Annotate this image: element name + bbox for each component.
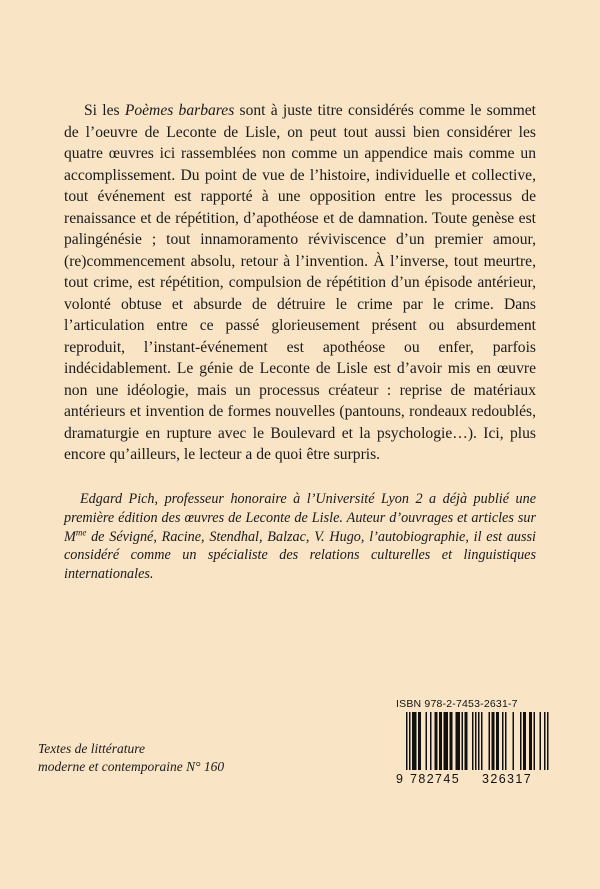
barcode-bar bbox=[415, 712, 417, 770]
summary-intro: Si les bbox=[84, 102, 125, 119]
barcode-digit-first: 9 bbox=[396, 772, 403, 786]
barcode-digits-right: 326317 bbox=[482, 772, 533, 786]
barcode-bar bbox=[430, 712, 432, 770]
barcode-bar bbox=[492, 712, 494, 770]
barcode-block bbox=[394, 698, 562, 786]
barcode-bar bbox=[456, 712, 458, 770]
barcode-bar bbox=[496, 712, 498, 770]
isbn-label: ISBN 978-2-7453-2631-7 bbox=[396, 698, 518, 710]
barcode-bar bbox=[462, 712, 464, 770]
author-bio-part1: Edgard Pich, professeur honoraire à l’Université Lyon 2 a déjà publié une première édition des œuvres de Leconte de Lisle. Auteur d’ouvrages et articles sur M bbox=[64, 491, 536, 545]
barcode-bar bbox=[540, 712, 542, 770]
barcode-bar bbox=[435, 712, 437, 770]
barcode-digits-left: 782745 bbox=[410, 772, 461, 786]
barcode-graphic bbox=[394, 712, 562, 786]
barcode-bar bbox=[478, 712, 480, 778]
series-line-1: Textes de littérature bbox=[38, 741, 145, 756]
summary-paragraph bbox=[64, 100, 536, 466]
barcode-bar bbox=[523, 712, 525, 770]
barcode-bar bbox=[529, 712, 531, 770]
barcode-bar bbox=[457, 712, 459, 770]
barcode-bar bbox=[459, 712, 461, 770]
barcode-bar bbox=[418, 712, 420, 770]
barcode-bar bbox=[489, 712, 491, 770]
series-line-2: moderne et contemporaine N° 160 bbox=[38, 759, 225, 774]
author-bio-superscript: me bbox=[75, 526, 87, 537]
author-bio-part2: de Sévigné, Racine, Stendhal, Balzac, V. Hugo, l’autobiographie, il est aussi considéré comme un spécialiste des relations culturelles et linguistiques internationales. bbox=[64, 528, 536, 583]
barcode-bar bbox=[481, 712, 483, 770]
barcode-bar bbox=[505, 712, 507, 770]
barcode-bar bbox=[466, 712, 468, 770]
series-info bbox=[38, 740, 224, 776]
barcode-bar bbox=[447, 712, 449, 770]
barcode-bar bbox=[436, 712, 438, 770]
barcode-bar bbox=[406, 712, 408, 778]
barcode-bar bbox=[531, 712, 533, 770]
barcode-bar bbox=[444, 712, 446, 770]
barcode-bar bbox=[513, 712, 515, 770]
barcode-bar bbox=[439, 712, 441, 770]
barcode-bar bbox=[498, 712, 500, 770]
barcode-bar bbox=[544, 712, 546, 778]
author-bio bbox=[64, 490, 536, 584]
book-title: Poèmes barbares bbox=[124, 102, 235, 119]
barcode-bars bbox=[406, 712, 549, 778]
barcode-bar bbox=[426, 712, 428, 770]
barcode-bar bbox=[525, 712, 527, 770]
barcode-bar bbox=[475, 712, 477, 778]
barcode-bar bbox=[409, 712, 411, 778]
barcode-bar bbox=[420, 712, 422, 770]
barcode-bar bbox=[414, 712, 416, 770]
barcode-bar bbox=[451, 712, 453, 770]
barcode-bar bbox=[493, 712, 495, 770]
barcode-bar bbox=[502, 712, 504, 770]
barcode-bar bbox=[520, 712, 522, 770]
barcode-bar bbox=[441, 712, 443, 770]
barcode-bar bbox=[445, 712, 447, 770]
barcode-bar bbox=[472, 712, 474, 770]
barcode-bar bbox=[450, 712, 452, 770]
barcode-bar bbox=[465, 712, 467, 770]
summary-body: sont à juste titre considérés comme le sommet de l’oeuvre de Leconte de Lisle, on peut tout aussi bien considérer les quatre œuvres ici rassemblées non comme un appendice mais comme un accomplissement. Du point de vue de l’histoire, individuelle et collective, tout événement est rapporté à une opposition entre les processus de renaissance et de répétition, d’apothéose et de damnation. Toute genèse est palingénésie ; tout innamoramento réviviscence d’un premier amour, (re)commencement absolu, retour à l’invention. À l’inverse, tout meurtre, tout crime, est répétition, compulsion de répétition d’un épisode antérieur, volonté obtuse et absurde de détruire le crime par le crime. Dans l’articulation entre ce passé glorieusement présent ou absurdement reproduit, l’instant-événement est apothéose ou enfer, parfois indécidablement. Le génie de Leconte de Lisle est d’avoir mis en œuvre non une idéologie, mais un processus créateur : reprise de matériaux antérieurs et invention de formes nouvelles (pantouns, rondeaux redoublés, dramaturgie en rupture avec le Boulevard et la psychologie…). Ici, plus encore qu’ailleurs, le lecteur a de quoi être surpris. bbox=[64, 102, 536, 463]
barcode-bar bbox=[412, 712, 414, 770]
barcode-bar bbox=[547, 712, 549, 778]
barcode-bar bbox=[534, 712, 536, 770]
